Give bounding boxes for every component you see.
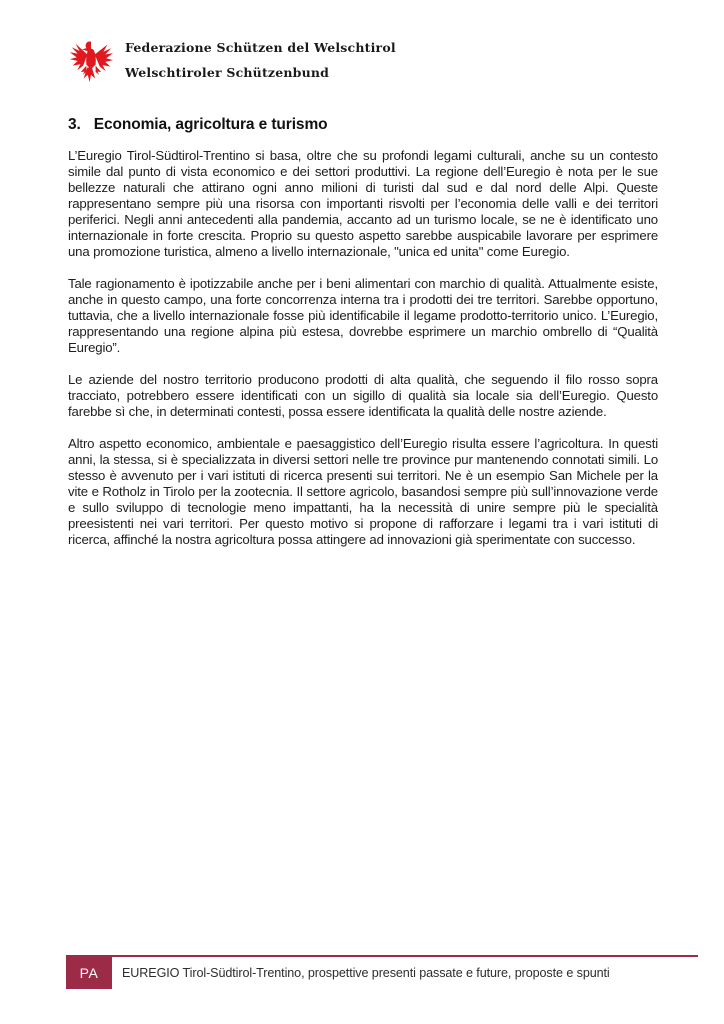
organization-names [125,36,396,80]
document-body [68,116,658,564]
footer-page-badge: PA [66,957,112,989]
body-paragraph-3: Le aziende del nostro territorio producono prodotti di alta qualità, che seguendo il filo rosso sopra tracciato, potrebbero essere identificati con un sigillo di qualità sia locale sia dell’Euregio. Questo farebbe sì che, in determinati contesti, possa essere identificata la qualità delle nostre aziende. [68,372,658,419]
section-number: 3. [68,116,81,133]
tyrolean-eagle-logo-icon [68,36,114,86]
section-title: Economia, agricoltura e turismo [93,116,328,133]
letterhead [68,36,396,86]
body-paragraph-1: L’Euregio Tirol-Südtirol-Trentino si basa, oltre che su profondi legami culturali, anche su un contesto simile dal punto di vista economico e dei settori produttivi. La regione dell’Euregio è nota per le sue bellezze naturali che attirano ogni anno milioni di turisti dal sud e dal nord delle Alpi. Queste rappresentano sempre più una risorsa con importanti risvolti per l’economia delle valli e dei territori periferici. Negli anni antecedenti alla pandemia, accanto ad un turismo locale, se ne è identificato uno internazionale in forte crescita. Proprio su questo aspetto sarebbe auspicabile lavorare per esprimere una promozione turistica, almeno a livello internazionale, "unica ed unita" come Euregio. [68,148,658,259]
body-paragraph-2: Tale ragionamento è ipotizzabile anche per i beni alimentari con marchio di qualità. Attualmente esiste, anche in questo campo, una forte concorrenza interna tra i prodotti dei tre territori. Sarebbe opportuno, tuttavia, che a livello internazionale fosse più identificabile il legame prodotto-territorio unico. L’Euregio, rappresentando una regione alpina più estesa, dovrebbe esprimere un marchio ombrello di “Qualità Euregio”. [68,276,658,355]
org-name-secondary: Welschtiroler Schützenbund [125,65,330,80]
body-paragraph-4: Altro aspetto economico, ambientale e paesaggistico dell’Euregio risulta essere l’agricoltura. In questi anni, la stessa, si è specializzata in diversi settori nelle tre province pur mantenendo connotati simili. Lo stesso è avvenuto per i vari istituti di ricerca presenti sui territori. Ne è un esempio San Michele per la vite e Rotholz in Tirolo per la zootecnia. Il settore agricolo, basandosi sempre più sull’innovazione verde e sullo sviluppo di tecnologie meno impattanti, ha la necessità di unire sempre più le specialità preesistenti nei vari territori. Per questo motivo si propone di rafforzare i legami tra i vari istituti di ricerca, affinché la nostra agricoltura possa attingere ad innovazioni già sperimentate con successo. [68,436,658,547]
org-name-primary: Federazione Schützen del Welschtirol [125,40,396,55]
section-heading [68,116,658,134]
footer-title: EUREGIO Tirol-Südtirol-Trentino, prospettive presenti passate e future, proposte e spunti [122,966,610,980]
